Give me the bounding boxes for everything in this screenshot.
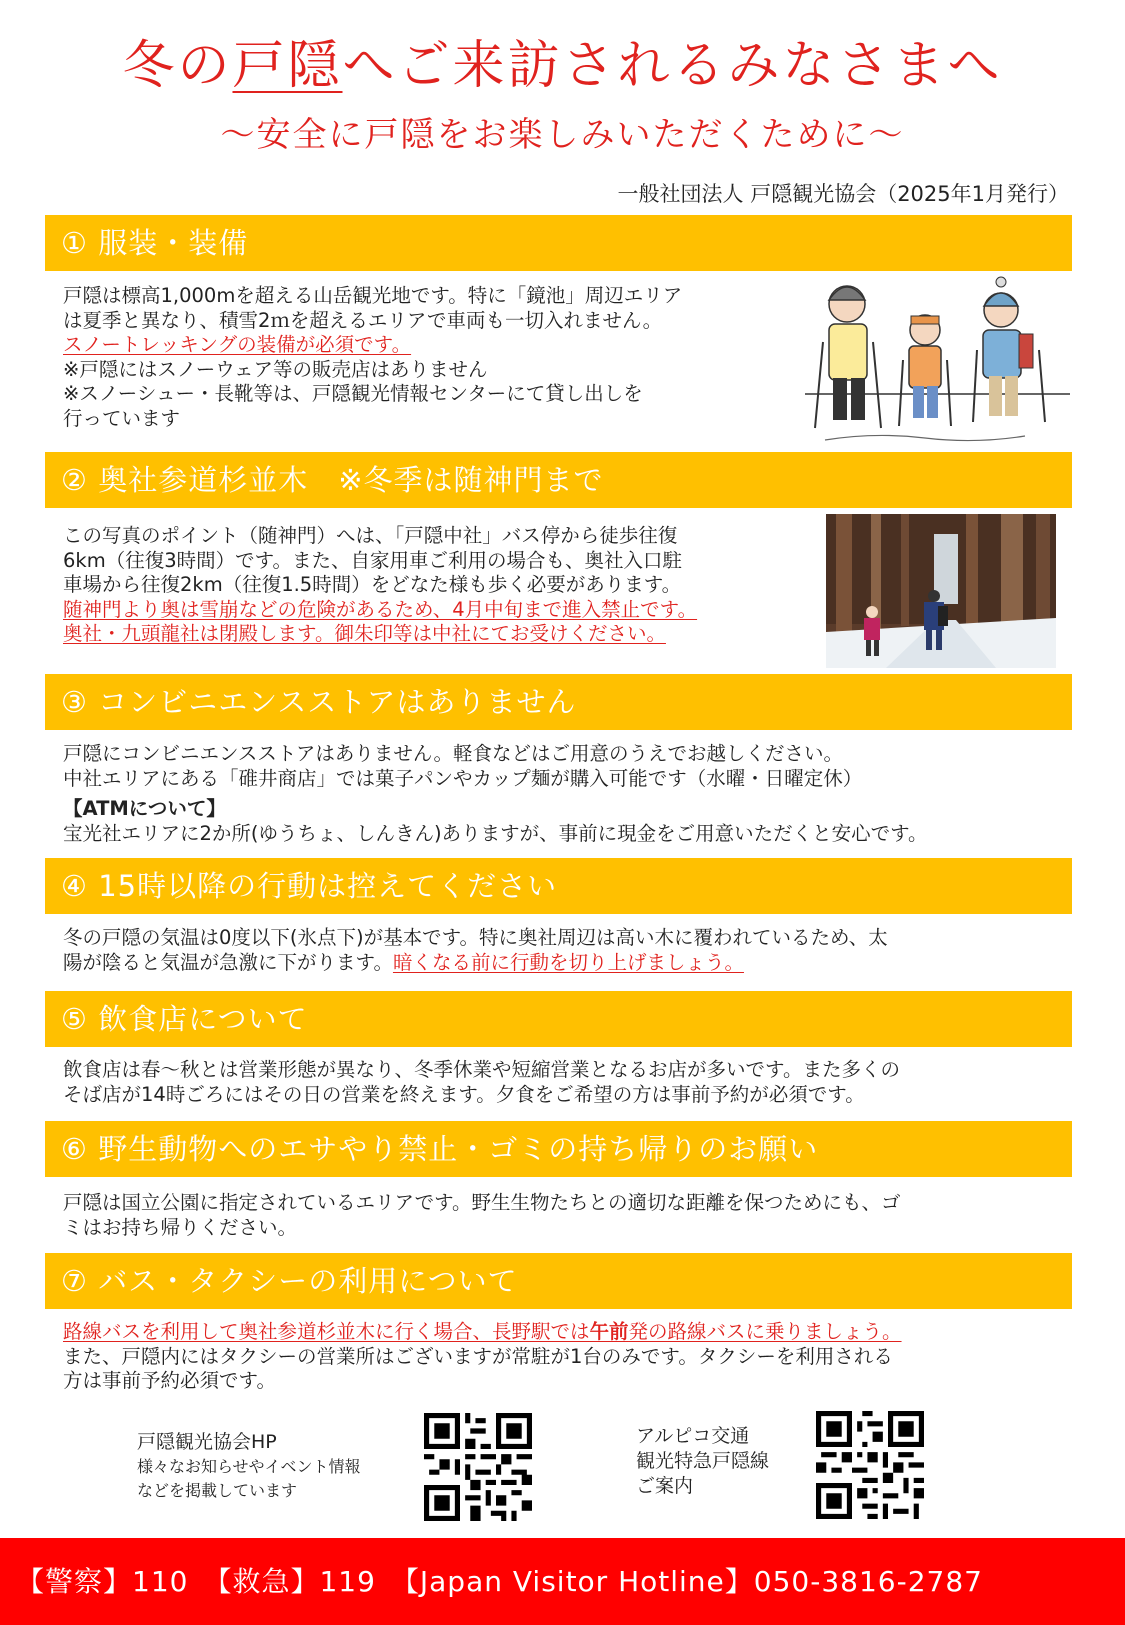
title-underlined: 戸隠: [232, 36, 343, 96]
bus-link-line: アルピコ交通: [636, 1425, 750, 1447]
title-post: へご来訪されるみなさまへ: [342, 36, 1003, 96]
text-line: 冬の戸隠の気温は0度以下(氷点下)が基本です。特に奥社周辺は高い木に覆われているため、太: [63, 926, 888, 949]
snowy-forest-photo: [826, 514, 1056, 668]
text-line: 戸隠は標高1,000mを超える山岳観光地です。特に「鏡池」周辺エリア: [63, 284, 683, 307]
text-line: 中社エリアにある「碓井商店」では菓子パンやカップ麺が購入可能です（水曜・日曜定休）: [63, 766, 863, 790]
text-line: ※スノーシュー・長靴等は、戸隠観光情報センターにて貸し出しを: [63, 382, 643, 405]
page-title: [0, 34, 1125, 98]
page-subtitle: 〜安全に戸隠をお楽しみいただくために〜: [220, 115, 905, 155]
text-line: 6km（往復3時間）です。また、自家用車ご利用の場合も、奥社入口駐: [63, 548, 683, 572]
section-heading-after-3pm: ④ 15時以降の行動は控えてください: [45, 858, 1072, 914]
text-line: 陽が陰ると気温が急激に下がります。: [63, 950, 393, 974]
hp-link-title: 戸隠観光協会HP: [137, 1431, 277, 1453]
section-body-wildlife: [63, 1191, 901, 1240]
section-body-clothing: [63, 284, 682, 431]
warning-line: 随神門より奥は雪崩などの危険があるため、4月中旬まで進入禁止です。: [63, 597, 698, 621]
bus-link-text: [636, 1424, 769, 1499]
emergency-contacts-footer: 【警察】110 【救急】119 【Japan Visitor Hotline】050-3816-2787: [0, 1538, 1125, 1625]
section-heading-restaurants: ⑤ 飲食店について: [45, 991, 1072, 1047]
text-line: 行っています: [63, 406, 181, 430]
section-body-restaurants: [63, 1058, 900, 1107]
text-line: 飲食店は春〜秋とは営業形態が異なり、冬季休業や短縮営業となるお店が多いです。また多くの: [63, 1058, 900, 1081]
text-line: 戸隠は国立公園に指定されているエリアです。野生生物たちとの適切な距離を保つためにも、ゴ: [63, 1191, 901, 1214]
text-line: 方は事前予約必須です。: [63, 1369, 276, 1392]
bus-link-line: ご案内: [636, 1475, 694, 1497]
text-line: ミはお持ち帰りください。: [63, 1215, 298, 1239]
section-heading-clothing: ① 服装・装備: [45, 215, 1072, 271]
section-body-cedar-avenue: [63, 524, 697, 647]
bold-span: 午前: [589, 1320, 629, 1343]
hp-link-desc: などを掲載しています: [137, 1481, 298, 1500]
text-line: また、戸隠内にはタクシーの営業所はございますが常駐が1台のみです。タクシーを利用される: [63, 1344, 893, 1368]
section-body-after-3pm: [63, 926, 888, 975]
title-pre: 冬の: [122, 36, 233, 96]
bus-link-line: 観光特急戸隠線: [636, 1450, 770, 1472]
snow-hikers-illustration: [805, 272, 1070, 448]
text-line: は夏季と異なり、積雪2ｍを超えるエリアで車両も一切入れません。: [63, 308, 663, 332]
section-heading-bus-taxi: ⑦ バス・タクシーの利用について: [45, 1253, 1072, 1309]
publisher-line: 一般社団法人 戸隠観光協会（2025年1月発行）: [617, 182, 1069, 206]
warning-line: 奥社・九頭龍社は閉殿します。御朱印等は中社にてお受けください。: [63, 622, 666, 645]
warning-line: 暗くなる前に行動を切り上げましょう。: [392, 950, 744, 974]
hp-link-desc: 様々なお知らせやイベント情報: [137, 1457, 361, 1476]
text-line: 車場から往復2km（往復1.5時間）をどなた様も歩く必要があります。: [63, 573, 682, 596]
text-line: そば店が14時ごろにはその日の営業を終えます。夕食をご希望の方は事前予約が必須です。: [63, 1082, 865, 1106]
warning-line: [63, 1320, 902, 1345]
hp-qr-code[interactable]: [424, 1413, 532, 1521]
section-heading-cedar-avenue: ② 奥社参道杉並木 ※冬季は随神門まで: [45, 452, 1072, 508]
text-line: 戸隠にコンビニエンスストアはありません。軽食などはご用意のうえでお越しください。: [63, 742, 844, 765]
section-heading-wildlife: ⑥ 野生動物へのエサやり禁止・ゴミの持ち帰りのお願い: [45, 1121, 1072, 1177]
atm-heading: 【ATMについて】: [63, 797, 226, 820]
text-span: 路線バスを利用して奥社参道杉並木に行く場合、長野駅では: [63, 1320, 590, 1343]
bus-qr-code[interactable]: [816, 1411, 924, 1519]
text-line: この写真のポイント（随神門）へは、「戸隠中社」バス停から徒歩往復: [63, 524, 678, 547]
text-line: 宝光社エリアに2か所(ゆうちょ、しんきん)ありますが、事前に現金をご用意いただくと安心です。: [63, 821, 928, 845]
section-body-bus-taxi: [63, 1320, 902, 1394]
section-heading-convenience-store: ③ コンビニエンスストアはありません: [45, 674, 1072, 730]
text-line: ※戸隠にはスノーウェア等の販売店はありません: [63, 357, 488, 381]
section-body-convenience-store: [63, 742, 928, 846]
text-span: 発の路線バスに乗りましょう。: [628, 1320, 902, 1343]
hp-link-text: [137, 1430, 361, 1503]
warning-line: スノートレッキングの装備が必須です。: [63, 333, 412, 356]
